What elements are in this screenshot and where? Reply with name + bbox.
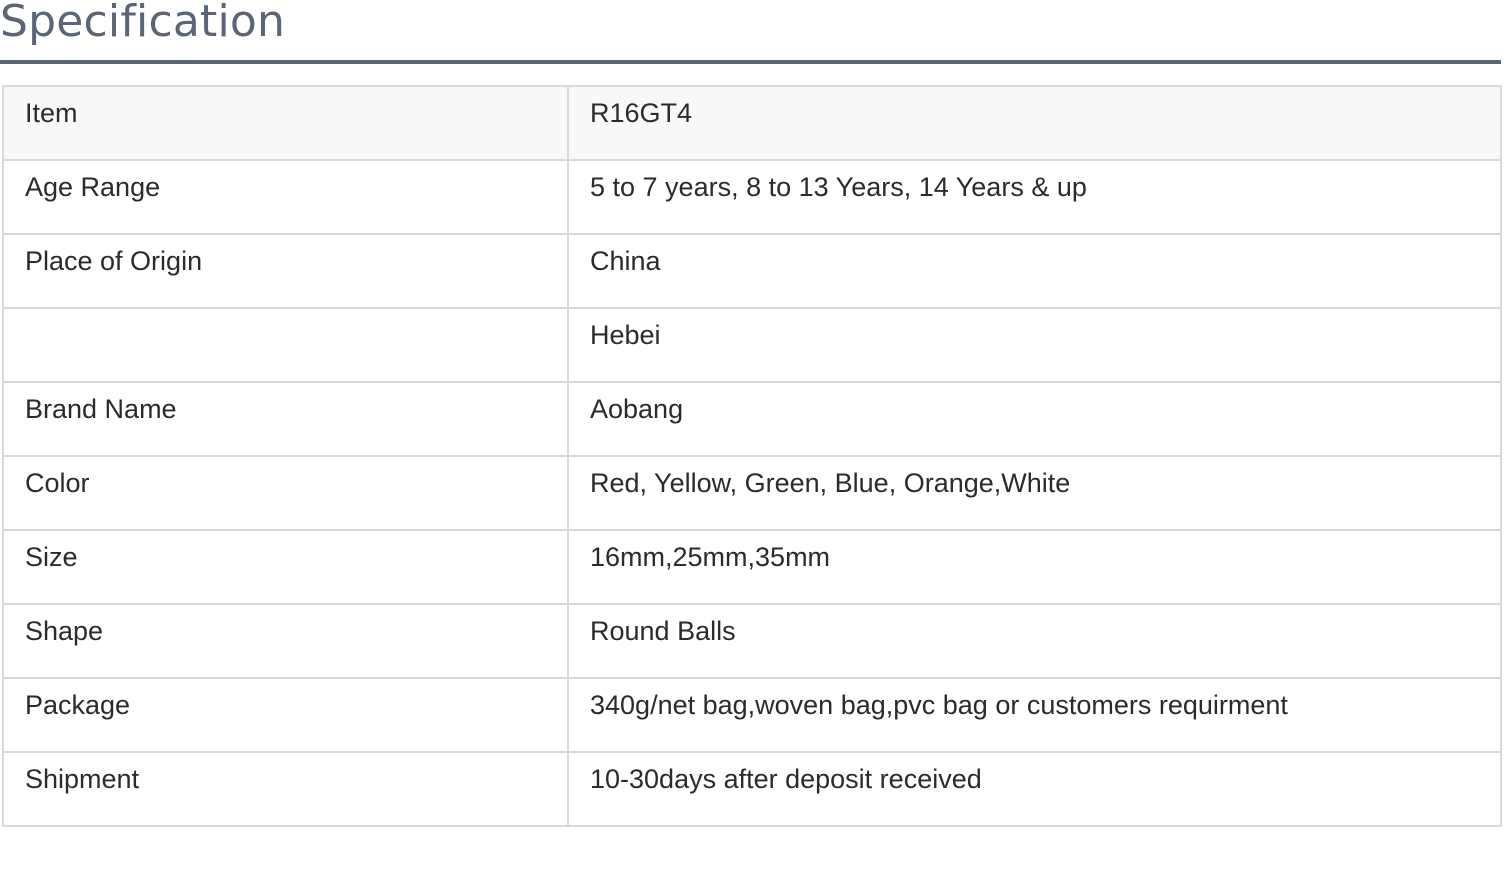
table-row xyxy=(3,530,1501,604)
spec-label: Age Range xyxy=(3,160,568,234)
specification-table xyxy=(2,85,1502,827)
table-row xyxy=(3,604,1501,678)
table-row xyxy=(3,86,1501,160)
spec-value: Hebei xyxy=(568,308,1501,382)
spec-label: Place of Origin xyxy=(3,234,568,308)
table-row xyxy=(3,234,1501,308)
spec-label: Shipment xyxy=(3,752,568,826)
spec-label: Item xyxy=(3,86,568,160)
page-title: Specification xyxy=(0,0,286,47)
spec-label: Package xyxy=(3,678,568,752)
table-row xyxy=(3,308,1501,382)
table-row xyxy=(3,382,1501,456)
table-row xyxy=(3,752,1501,826)
spec-value: R16GT4 xyxy=(568,86,1501,160)
table-row xyxy=(3,678,1501,752)
spec-label: Brand Name xyxy=(3,382,568,456)
table-row xyxy=(3,456,1501,530)
spec-value: Round Balls xyxy=(568,604,1501,678)
spec-value: Red, Yellow, Green, Blue, Orange,White xyxy=(568,456,1501,530)
spec-label: Size xyxy=(3,530,568,604)
spec-label xyxy=(3,308,568,382)
spec-value: China xyxy=(568,234,1501,308)
spec-label: Shape xyxy=(3,604,568,678)
spec-label: Color xyxy=(3,456,568,530)
spec-value: 340g/net bag,woven bag,pvc bag or customers requirment xyxy=(568,678,1501,752)
spec-value: 16mm,25mm,35mm xyxy=(568,530,1501,604)
spec-value: Aobang xyxy=(568,382,1501,456)
title-divider xyxy=(0,60,1501,64)
spec-value: 10-30days after deposit received xyxy=(568,752,1501,826)
spec-value: 5 to 7 years, 8 to 13 Years, 14 Years & up xyxy=(568,160,1501,234)
table-row xyxy=(3,160,1501,234)
